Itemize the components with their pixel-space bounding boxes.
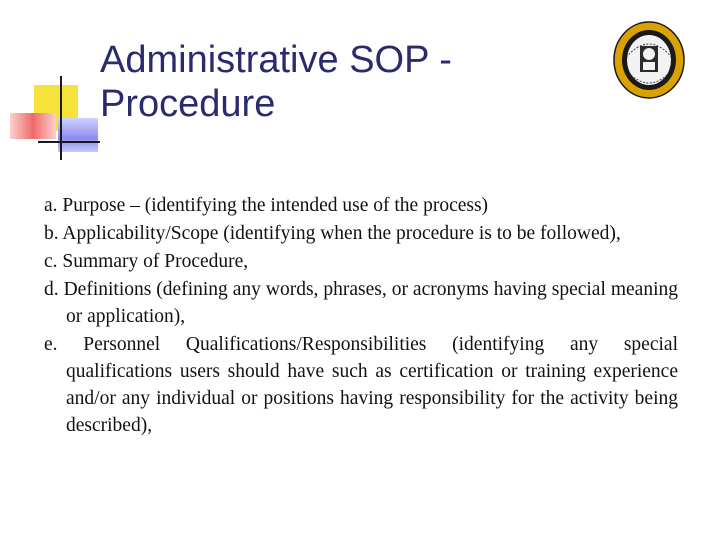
slide-title-line-2: Procedure bbox=[100, 83, 276, 125]
list-item: d. Definitions (defining any words, phrases, or acronyms having special meaning or application), bbox=[44, 279, 678, 327]
decor-vertical-line bbox=[60, 76, 62, 160]
procedure-list bbox=[44, 192, 678, 440]
decor-blue-square bbox=[58, 118, 98, 152]
seal-logo-icon bbox=[612, 20, 686, 100]
list-item: a. Purpose – (identifying the intended use of the process) bbox=[44, 195, 489, 216]
list-item: e. Personnel Qualifications/Responsibilities (identifying any special qualifications users should have such as certification or training experience and/or any individual or positions having responsibility for the activity being described), bbox=[44, 334, 678, 436]
slide-title-line-1: Administrative SOP - bbox=[100, 39, 452, 81]
list-item: b. Applicability/Scope (identifying when the procedure is to be followed), bbox=[44, 223, 621, 244]
list-item: c. Summary of Procedure, bbox=[44, 251, 249, 272]
slide-title bbox=[100, 38, 580, 126]
decor-horizontal-line bbox=[38, 141, 100, 143]
decor-red-bar bbox=[10, 113, 56, 139]
